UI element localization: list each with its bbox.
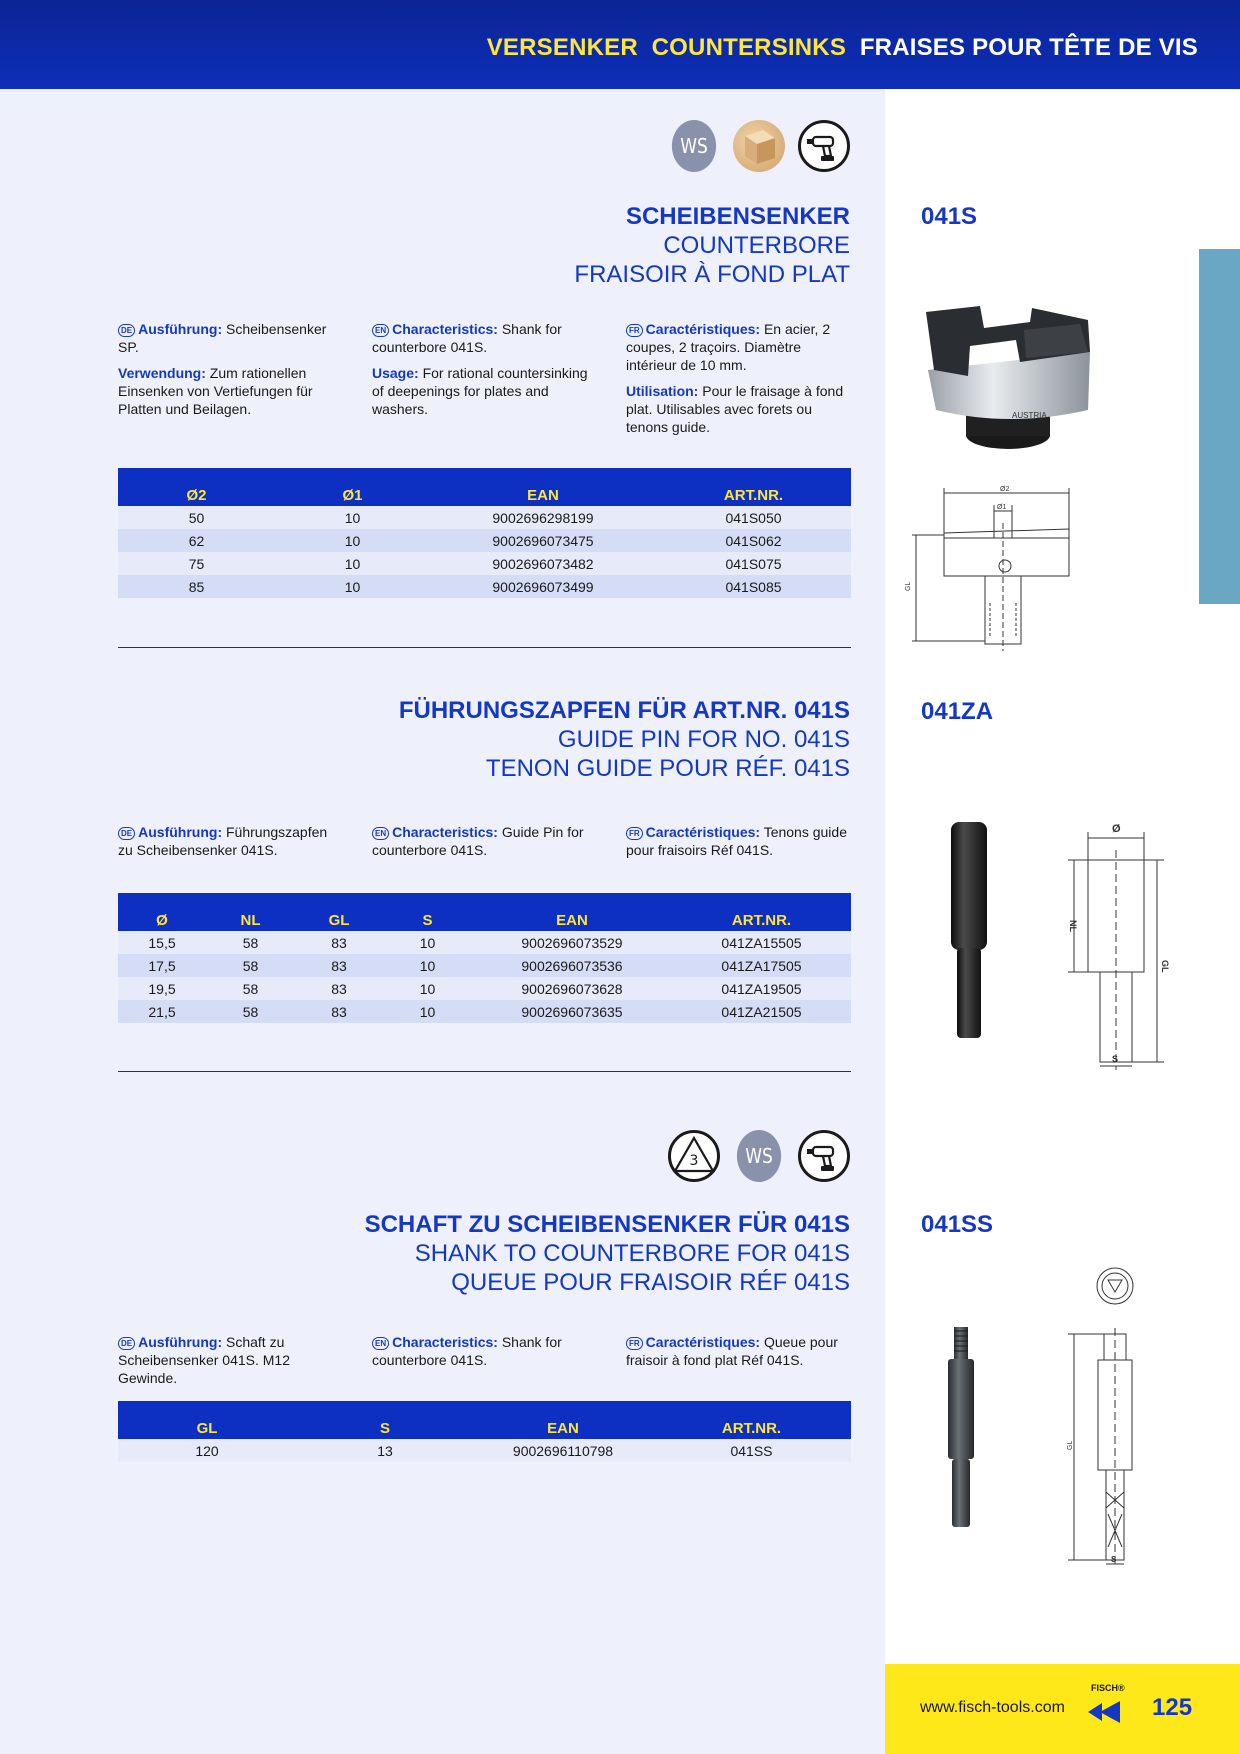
title-fr: TENON GUIDE POUR RÉF. 041S [485,755,850,782]
counterbore-drawing [904,483,1074,653]
label: Utilisation: [626,383,699,399]
table-row [118,1439,851,1462]
fisch-logo-icon [1088,1694,1124,1730]
col-header: Ø2 [118,468,275,506]
art-code-041ss: 041SS [921,1211,994,1238]
header-title-fr: FRAISES POUR TÊTE DE VIS [859,34,1198,61]
description-en [372,1333,597,1377]
title-de: FÜHRUNGSZAPFEN FÜR ART.NR. 041S [398,697,850,724]
cell: 21,5 [118,1000,206,1023]
wood-material-icon [733,120,785,172]
cell: 041S050 [656,506,851,529]
label: Caractéristiques: [645,824,761,840]
lang-badge-de: DE [118,1337,135,1350]
section-divider [118,1071,851,1072]
cell: 041ZA19505 [672,977,851,1000]
cell: 19,5 [118,977,206,1000]
col-header: Ø1 [275,468,430,506]
label: Characteristics: [392,824,498,840]
lang-badge-fr: FR [626,1337,643,1350]
description-fr [626,320,851,444]
counterbore-photo [920,300,1100,460]
col-header: ART.NR. [672,893,851,931]
description-en [372,823,597,867]
text: En acier, 2 coupes, 2 traçoirs. Diamètre intérieur de 10 mm. [626,321,831,373]
spec-table-041ss [118,1401,851,1462]
power-drill-icon [798,120,850,172]
cell: 83 [295,1000,383,1023]
label: Ausführung: [138,321,223,337]
page-header [0,0,1240,89]
table-row [118,977,851,1000]
triangle-label: 3 [689,1153,699,1169]
title-fr: FRAISOIR À FOND PLAT [574,261,850,288]
cell: 10 [383,954,472,977]
dim-label: GL [905,581,912,591]
cell: 50 [118,506,275,529]
cell: 15,5 [118,931,206,954]
cell: 17,5 [118,954,206,977]
col-header: EAN [430,468,656,506]
section-title-041ss [365,1210,850,1297]
guide-pin-photo [945,820,995,1040]
table-row [118,1000,851,1023]
cell: 9002696073635 [472,1000,672,1023]
col-header: EAN [474,1401,652,1439]
lang-badge-fr: FR [626,827,643,840]
cell: 041ZA15505 [672,931,851,954]
cell: 10 [383,977,472,1000]
table-row [118,954,851,977]
cell: 13 [296,1439,474,1462]
col-header: Ø [118,893,206,931]
table-row [118,506,851,529]
label: Ausführung: [138,824,223,840]
cell: 9002696298199 [430,506,656,529]
lang-badge-fr: FR [626,324,643,337]
description-fr [626,823,851,867]
cell: 10 [383,931,472,954]
col-header: GL [295,893,383,931]
cell: 85 [118,575,275,598]
cell: 10 [383,1000,472,1023]
spec-table-041za [118,893,851,1023]
table-row [118,575,851,598]
cell: 58 [206,977,295,1000]
power-drill-icon [798,1130,850,1182]
label: Characteristics: [392,321,498,337]
header-title [487,34,1198,62]
title-en: SHANK TO COUNTERBORE FOR 041S [414,1240,850,1267]
title-en: GUIDE PIN FOR NO. 041S [557,726,850,753]
cell: 041S062 [656,529,851,552]
dim-label: Ø1 [997,504,1007,511]
cell: 58 [206,931,295,954]
col-header: S [296,1401,474,1439]
title-de: SCHAFT ZU SCHEIBENSENKER FÜR 041S [364,1211,850,1238]
col-header: ART.NR. [652,1401,851,1439]
dim-label: S [1111,1555,1117,1564]
title-en: COUNTERBORE [663,232,850,259]
section-title-041s [574,202,850,289]
label: Ausführung: [138,1334,223,1350]
cell: 9002696073628 [472,977,672,1000]
brand-name: FISCH® [1091,1683,1125,1693]
label: Caractéristiques: [645,1334,761,1350]
cell: 9002696073475 [430,529,656,552]
guide-pin-drawing [1062,820,1182,1075]
cell: 62 [118,529,275,552]
col-header: ART.NR. [656,468,851,506]
title-fr: QUEUE POUR FRAISOIR RÉF 041S [451,1269,850,1296]
text: Zum rationellen Einsenken von Vertiefungen für Platten und Beilagen. [118,365,313,417]
triangle-3-icon [668,1130,720,1182]
table-row [118,529,851,552]
cell: 9002696073529 [472,931,672,954]
description-fr [626,1333,851,1377]
dim-label: Ø2 [1000,486,1010,493]
cell: 9002696073482 [430,552,656,575]
col-header: GL [118,1401,296,1439]
austria-mark: AUSTRIA [1012,411,1047,420]
text: Queue pour fraisoir à fond plat Réf 041S. [626,1334,838,1368]
ws-material-icon: WS [672,120,716,172]
dim-label: GL [1067,1440,1074,1450]
col-header: S [383,893,472,931]
cell: 58 [206,954,295,977]
art-code-041za: 041ZA [921,698,994,725]
header-title-en: COUNTERSINKS [651,34,847,61]
text: Führungszapfen zu Scheibensenker 041S. [118,824,328,858]
dim-label: NL [1068,920,1078,932]
label: Caractéristiques: [645,321,761,337]
text: Scheibensenker SP. [118,321,327,355]
cell: 10 [275,529,430,552]
col-header: NL [206,893,295,931]
ws-material-icon: WS [737,1130,781,1182]
text: Tenons guide pour fraisoirs Réf 041S. [626,824,847,858]
text: Shank for counterbore 041S. [372,321,562,355]
lang-badge-de: DE [118,827,135,840]
cell: 83 [295,954,383,977]
table-row [118,931,851,954]
text: Pour le fraisage à fond plat. Utilisables avec forets ou tenons guide. [626,383,844,435]
spec-table-041s [118,468,851,598]
cell: 9002696073536 [472,954,672,977]
cell: 041SS [652,1439,851,1462]
text: Guide Pin for counterbore 041S. [372,824,584,858]
text: For rational countersinking of deepenings for plates and washers. [372,365,588,417]
dim-label: GL [1160,960,1170,973]
cell: 10 [275,575,430,598]
lang-badge-de: DE [118,324,135,337]
table-row [118,552,851,575]
cell: 041S085 [656,575,851,598]
cell: 10 [275,506,430,529]
page-number: 125 [1152,1694,1193,1721]
cell: 9002696110798 [474,1439,652,1462]
cell: 83 [295,931,383,954]
col-header: EAN [472,893,672,931]
cell: 120 [118,1439,296,1462]
cell: 83 [295,977,383,1000]
title-de: SCHEIBENSENKER [625,203,850,230]
shank-drawing [1060,1262,1180,1568]
cell: 041S075 [656,552,851,575]
cell: 58 [206,1000,295,1023]
shank-photo [940,1325,980,1530]
cell: 041ZA21505 [672,1000,851,1023]
section-title-041za [399,696,850,783]
lang-badge-en: EN [372,324,389,337]
website-link[interactable]: www.fisch-tools.com [920,1699,1065,1716]
dim-label: S [1112,1054,1119,1064]
cell: 041ZA17505 [672,954,851,977]
section-divider [118,647,851,648]
cell: 75 [118,552,275,575]
dim-label: Ø [1112,823,1121,835]
cell: 9002696073499 [430,575,656,598]
chapter-tab[interactable] [1199,249,1240,604]
description-de [118,823,343,867]
header-title-de: VERSENKER [486,34,638,61]
cell: 10 [275,552,430,575]
label: Usage: [372,365,419,381]
label: Verwendung: [118,365,206,381]
description-de [118,320,343,426]
text: Schaft zu Scheibensenker 041S. M12 Gewinde. [118,1334,290,1386]
art-code-041s: 041S [921,203,978,230]
lang-badge-en: EN [372,1337,389,1350]
description-en [372,320,597,426]
text: Shank for counterbore 041S. [372,1334,562,1368]
lang-badge-en: EN [372,827,389,840]
description-de [118,1333,343,1395]
label: Characteristics: [392,1334,498,1350]
